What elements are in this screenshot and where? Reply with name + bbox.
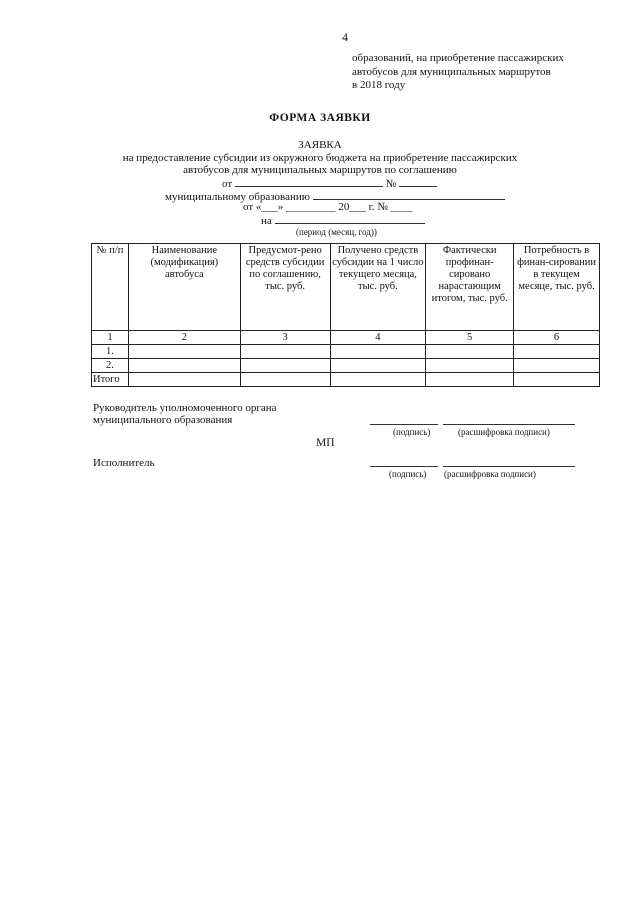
agreement-number-field[interactable]	[399, 176, 437, 187]
number-sign: №	[385, 178, 397, 190]
column-number-row	[92, 331, 600, 345]
table-cell[interactable]	[240, 359, 330, 373]
address-line-1: образований, на приобретение пассажирских	[352, 52, 564, 64]
head-signature-caption: (подпись)	[393, 427, 431, 437]
table-cell[interactable]	[426, 373, 514, 387]
table-header-row	[92, 244, 600, 331]
address-line-2: автобусов для муниципальных маршрутов	[352, 66, 551, 78]
col-header-financed: Фактически профинан-сировано нарастающим итогом, тыс. руб.	[426, 244, 514, 331]
col-number-3: 3	[240, 331, 330, 345]
period-caption: (период (месяц, год))	[296, 227, 377, 237]
table-row	[92, 345, 600, 359]
executor-signature-caption: (подпись)	[389, 469, 427, 479]
col-header-planned: Предусмот-рено средств субсидии по соглашению, тыс. руб.	[240, 244, 330, 331]
table-cell[interactable]	[240, 373, 330, 387]
from-label: от	[222, 178, 233, 190]
col-header-index: № п/п	[92, 244, 129, 331]
table-cell[interactable]	[330, 359, 426, 373]
table-cell[interactable]	[514, 345, 600, 359]
executor-decoding-caption: (расшифровка подписи)	[444, 469, 536, 479]
table-cell[interactable]	[240, 345, 330, 359]
col-header-bus-name: Наименование (модификация) автобуса	[128, 244, 240, 331]
purpose-line-2: автобусов для муниципальных маршрутов по соглашению	[183, 164, 457, 176]
col-header-need: Потребность в финан-сировании в текущем месяце, тыс. руб.	[514, 244, 600, 331]
table-cell[interactable]	[514, 373, 600, 387]
municipality-field[interactable]	[313, 189, 505, 200]
table-cell[interactable]	[514, 359, 600, 373]
application-subtitle: ЗАЯВКА	[298, 139, 342, 151]
row-index: 2.	[92, 359, 129, 373]
row-index: 1.	[92, 345, 129, 359]
table-cell[interactable]	[128, 345, 240, 359]
agreement-date-field[interactable]	[235, 176, 383, 187]
municipality-label: муниципальному образованию	[165, 191, 310, 203]
on-label: на	[261, 215, 272, 227]
table-cell[interactable]	[330, 345, 426, 359]
col-header-received: Получено средств субсидии на 1 число текущего месяца, тыс. руб.	[330, 244, 426, 331]
col-number-4: 4	[330, 331, 426, 345]
address-line-3: в 2018 году	[352, 79, 406, 91]
page-number: 4	[342, 30, 348, 44]
table-row	[92, 359, 600, 373]
total-row	[92, 373, 600, 387]
table-cell[interactable]	[330, 373, 426, 387]
head-decoding-field[interactable]	[443, 424, 575, 425]
table-cell[interactable]	[426, 345, 514, 359]
purpose-line-1: на предоставление субсидии из окружного бюджета на приобретение пассажирских	[122, 152, 518, 164]
col-number-1: 1	[92, 331, 129, 345]
table-cell[interactable]	[128, 373, 240, 387]
total-label: Итого	[92, 373, 129, 387]
form-title: ФОРМА ЗАЯВКИ	[269, 112, 371, 124]
subsidy-table	[91, 243, 600, 387]
head-decoding-caption: (расшифровка подписи)	[458, 427, 550, 437]
table-cell[interactable]	[128, 359, 240, 373]
executor-decoding-field[interactable]	[443, 466, 575, 467]
col-number-5: 5	[426, 331, 514, 345]
period-field[interactable]	[275, 213, 425, 224]
executor-label: Исполнитель	[93, 457, 155, 469]
head-title-line-2: муниципального образования	[93, 414, 233, 426]
head-signature-field[interactable]	[370, 424, 438, 425]
stamp-mark: МП	[316, 437, 335, 449]
col-number-6: 6	[514, 331, 600, 345]
executor-signature-field[interactable]	[370, 466, 438, 467]
agreement-from-row	[222, 176, 437, 190]
table-cell[interactable]	[426, 359, 514, 373]
period-row	[261, 213, 425, 227]
head-title-line-1: Руководитель уполномоченного органа	[93, 402, 277, 414]
application-date-row: от «___» _________ 20___ г. № ____	[243, 201, 413, 213]
col-number-2: 2	[128, 331, 240, 345]
